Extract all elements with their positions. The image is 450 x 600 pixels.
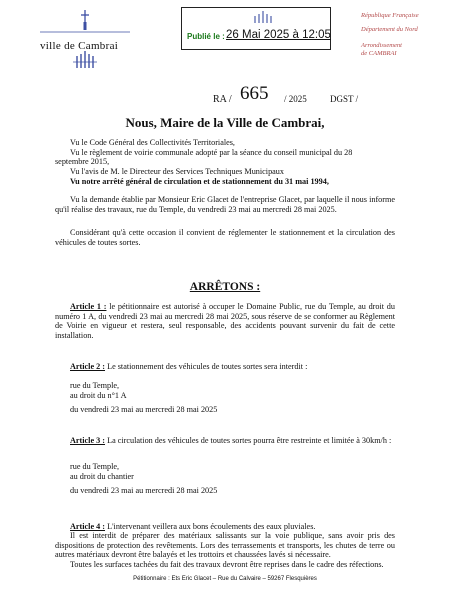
- article-3-label: Article 3 :: [70, 436, 106, 445]
- article-3-place-1: rue du Temple,: [70, 462, 120, 471]
- city-logo: [22, 8, 152, 70]
- considering-paragraph: Considérant qu'à cette occasion il convient de réglementer le stationnement et la circulation des véhicules de toutes sortes.: [55, 228, 395, 247]
- header-arrondissement: Arrondissement: [361, 42, 402, 49]
- document-title: Nous, Maire de la Ville de Cambrai,: [125, 115, 325, 130]
- article-2-place-1: rue du Temple,: [70, 381, 120, 390]
- reference-department: DGST /: [330, 94, 359, 104]
- consideration-1: Vu le Code Général des Collectivités Territoriales,: [70, 138, 235, 147]
- demand-paragraph: Vu la demande établie par Monsieur Eric Glacet de l'entreprise Glacet, par laquelle il nous informe qu'il réalise des travaux, rue du Temple, du vendredi 23 mai au mercredi 28 mai 2025.: [55, 195, 395, 214]
- consideration-3: Vu l'avis de M. le Directeur des Services Techniques Municipaux: [70, 167, 284, 176]
- article-2-period: du vendredi 23 mai au mercredi 28 mai 2025: [70, 405, 218, 414]
- article-2-label: Article 2 :: [70, 362, 106, 371]
- article-2-place-2: au droit du n°1 A: [70, 391, 127, 400]
- consideration-4: Vu notre arrêté général de circulation et de stationnement du 31 mai 1994,: [70, 177, 329, 186]
- stamp-date: 26 Mai 2025 à 12:05: [226, 29, 331, 41]
- arretons-heading: ARRÊTONS :: [189, 281, 261, 293]
- article-1-label: Article 1 :: [70, 302, 107, 311]
- stamp-skyline-icon: [252, 10, 274, 24]
- article-3: [70, 436, 395, 446]
- logo-text: ville de Cambrai: [40, 40, 119, 52]
- reference-year: / 2025: [284, 94, 307, 104]
- header-department: Département du Nord: [361, 26, 418, 33]
- article-1-text: le pétitionnaire est autorisé à occuper le Domaine Public, rue du Temple, au droit du numéro 1 A, du vendredi 23 mai au mercredi 28 mai 2025, sous réserve de se conformer au Règlement de Voirie en vigueur et restera, seul responsable, des accidents pouvant survenir du fait de cette installation.: [55, 302, 395, 341]
- article-1: [55, 302, 395, 341]
- consideration-2b: septembre 2015,: [55, 157, 110, 166]
- article-2: [70, 362, 307, 372]
- article-3-text: La circulation des véhicules de toutes sortes pourra être restreinte et limitée à 30km/h :: [107, 436, 392, 445]
- article-4-paragraph-2: Il est interdit de préparer des matériaux salissants sur la voie publique, sans avoir pris des dispositions de protection des revêtements. Lors des terrassements et transports, les chutes de terre ou autres matériaux devront être balayés et les trottoirs et chaussées lavés si nécessaire.: [55, 531, 395, 560]
- consideration-2a: Vu le règlement de voirie communale adopté par la séance du conseil municipal du 28: [70, 148, 353, 157]
- article-3-place-2: au droit du chantier: [70, 472, 134, 481]
- article-4-text: L'intervenant veillera aux bons écoulements des eaux pluviales.: [107, 522, 316, 531]
- article-4-paragraph-3: Toutes les surfaces tachées du fait des travaux devront être reprises dans le cadre des réfections.: [70, 560, 384, 569]
- article-4-label: Article 4 :: [70, 522, 106, 531]
- article-2-text: Le stationnement des véhicules de toutes sortes sera interdit :: [107, 362, 308, 371]
- article-3-period: du vendredi 23 mai au mercredi 28 mai 2025: [70, 486, 218, 495]
- reference-number: 665: [240, 83, 269, 104]
- reference-prefix: RA /: [213, 94, 232, 105]
- header-cambrai: de CAMBRAI: [361, 50, 397, 57]
- footer-petitioner: Pétitionnaire : Ets Eric Glacet – Rue du Calvaire – 59267 Flesquières: [133, 576, 317, 582]
- header-republic: République Française: [361, 12, 419, 19]
- stamp-prefix: Publié le :: [187, 32, 225, 41]
